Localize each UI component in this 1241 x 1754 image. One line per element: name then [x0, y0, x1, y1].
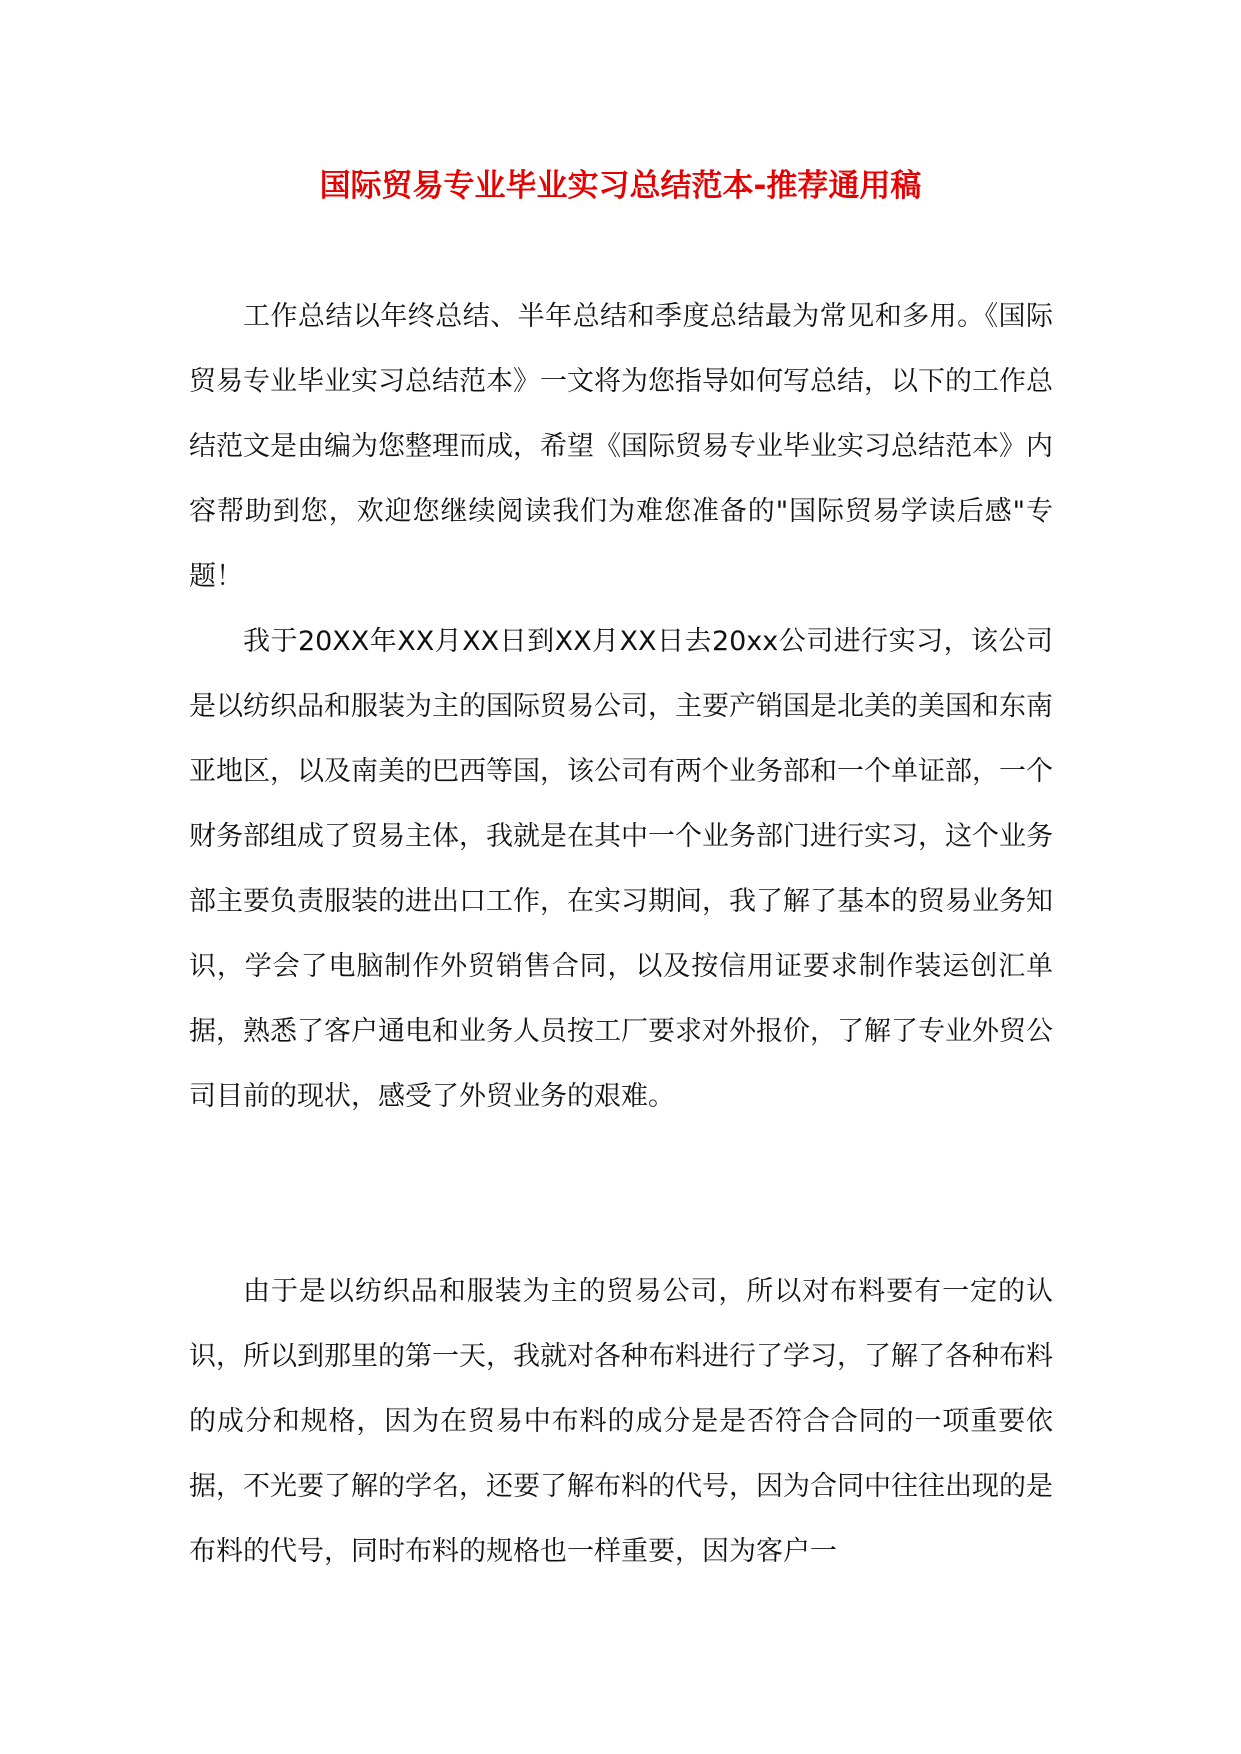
document-title: 国际贸易专业毕业实习总结范本-推荐通用稿 [319, 168, 922, 204]
paragraph-internship-overview: 我于20XX年XX月XX日到XX月XX日去20xx公司进行实习，该公司是以纺织品和服装为主的国际贸易公司，主要产销国是北美的美国和东南亚地区，以及南美的巴西等国，该公司有两个业务部和一个单证部，一个财务部组成了贸易主体，我就是在其中一个业务部门进行实习，这个业务部主要负责服装的进出口工作，在实习期间，我了解了基本的贸易业务知识，学会了电脑制作外贸销售合同，以及按信用证要求制作装运创汇单据，熟悉了客户通电和业务人员按工厂要求对外报价，了解了专业外贸公司目前的现状，感受了外贸业务的艰难。 [189, 626, 1053, 1112]
paragraph-fabric-learning: 由于是以纺织品和服装为主的贸易公司，所以对布料要有一定的认识，所以到那里的第一天，我就对各种布料进行了学习，了解了各种布料的成分和规格，因为在贸易中布料的成分是是否符合合同的一项重要依据，不光要了解的学名，还要了解布料的代号，因为合同中往往出现的是布料的代号，同时布料的规格也一样重要，因为客户一 [189, 1276, 1053, 1567]
paragraph-intro: 工作总结以年终总结、半年总结和季度总结最为常见和多用。《国际贸易专业毕业实习总结范本》一文将为您指导如何写总结，以下的工作总结范文是由编为您整理而成，希望《国际贸易专业毕业实习总结范本》内容帮助到您，欢迎您继续阅读我们为难您准备的"国际贸易学读后感"专题！ [189, 301, 1053, 592]
